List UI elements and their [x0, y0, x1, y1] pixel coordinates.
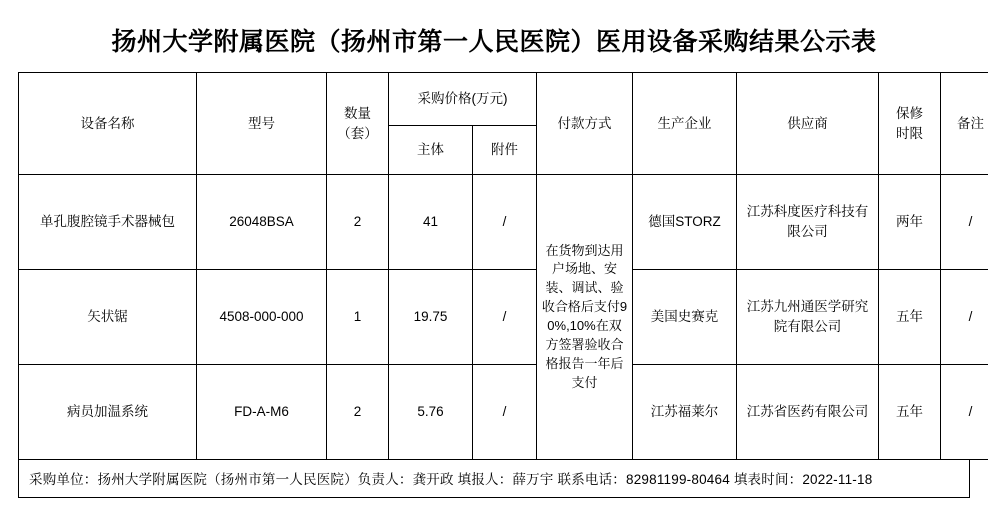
table-row	[19, 365, 988, 460]
column-header-warranty-line1: 保修	[896, 105, 923, 121]
footer-note: 采购单位：扬州大学附属医院（扬州市第一人民医院）负责人：龚开政 填报人：薛万宇 联系电话：82981199-80464 填表时间：2022-11-18	[18, 460, 970, 498]
cell-price-attachment: /	[473, 270, 537, 365]
table-header	[19, 73, 988, 175]
column-header-supplier: 供应商	[737, 73, 879, 175]
cell-price-main: 5.76	[389, 365, 473, 460]
cell-model: 4508-000-000	[197, 270, 327, 365]
cell-payment-terms: 在货物到达用户场地、安装、调试、验收合格后支付90%,10%在双方签署验收合格报告一年后支付	[537, 175, 633, 460]
column-header-model: 型号	[197, 73, 327, 175]
cell-price-attachment: /	[473, 365, 537, 460]
cell-remark: /	[941, 270, 988, 365]
cell-device-name: 病员加温系统	[19, 365, 197, 460]
column-header-price-attachment: 附件	[473, 126, 537, 175]
column-header-device-name: 设备名称	[19, 73, 197, 175]
cell-remark: /	[941, 365, 988, 460]
column-header-warranty-line2: 时限	[896, 125, 923, 141]
procurement-results-table	[18, 72, 988, 460]
column-header-quantity-line2: （套）	[337, 125, 378, 141]
cell-quantity: 1	[327, 270, 389, 365]
cell-price-attachment: /	[473, 175, 537, 270]
column-header-payment: 付款方式	[537, 73, 633, 175]
column-header-warranty	[879, 73, 941, 175]
column-header-price-main: 主体	[389, 126, 473, 175]
column-header-quantity	[327, 73, 389, 175]
table-row	[19, 270, 988, 365]
cell-manufacturer: 德国STORZ	[633, 175, 737, 270]
cell-price-main: 41	[389, 175, 473, 270]
cell-warranty: 五年	[879, 270, 941, 365]
column-header-quantity-line1: 数量	[344, 105, 371, 121]
cell-warranty: 五年	[879, 365, 941, 460]
table-body	[19, 175, 988, 460]
cell-device-name: 单孔腹腔镜手术器械包	[19, 175, 197, 270]
column-header-price-group: 采购价格(万元)	[389, 73, 537, 126]
cell-manufacturer: 美国史赛克	[633, 270, 737, 365]
cell-supplier: 江苏科度医疗科技有限公司	[737, 175, 879, 270]
table-row	[19, 175, 988, 270]
cell-manufacturer: 江苏福莱尔	[633, 365, 737, 460]
cell-device-name: 矢状锯	[19, 270, 197, 365]
column-header-manufacturer: 生产企业	[633, 73, 737, 175]
cell-supplier: 江苏省医药有限公司	[737, 365, 879, 460]
page-title: 扬州大学附属医院（扬州市第一人民医院）医用设备采购结果公示表	[111, 29, 877, 56]
cell-remark: /	[941, 175, 988, 270]
cell-model: FD-A-M6	[197, 365, 327, 460]
cell-price-main: 19.75	[389, 270, 473, 365]
cell-quantity: 2	[327, 365, 389, 460]
cell-supplier: 江苏九州通医学研究院有限公司	[737, 270, 879, 365]
cell-quantity: 2	[327, 175, 389, 270]
cell-warranty: 两年	[879, 175, 941, 270]
table-header-row-1	[19, 73, 988, 126]
column-header-remark: 备注	[941, 73, 988, 175]
cell-model: 26048BSA	[197, 175, 327, 270]
